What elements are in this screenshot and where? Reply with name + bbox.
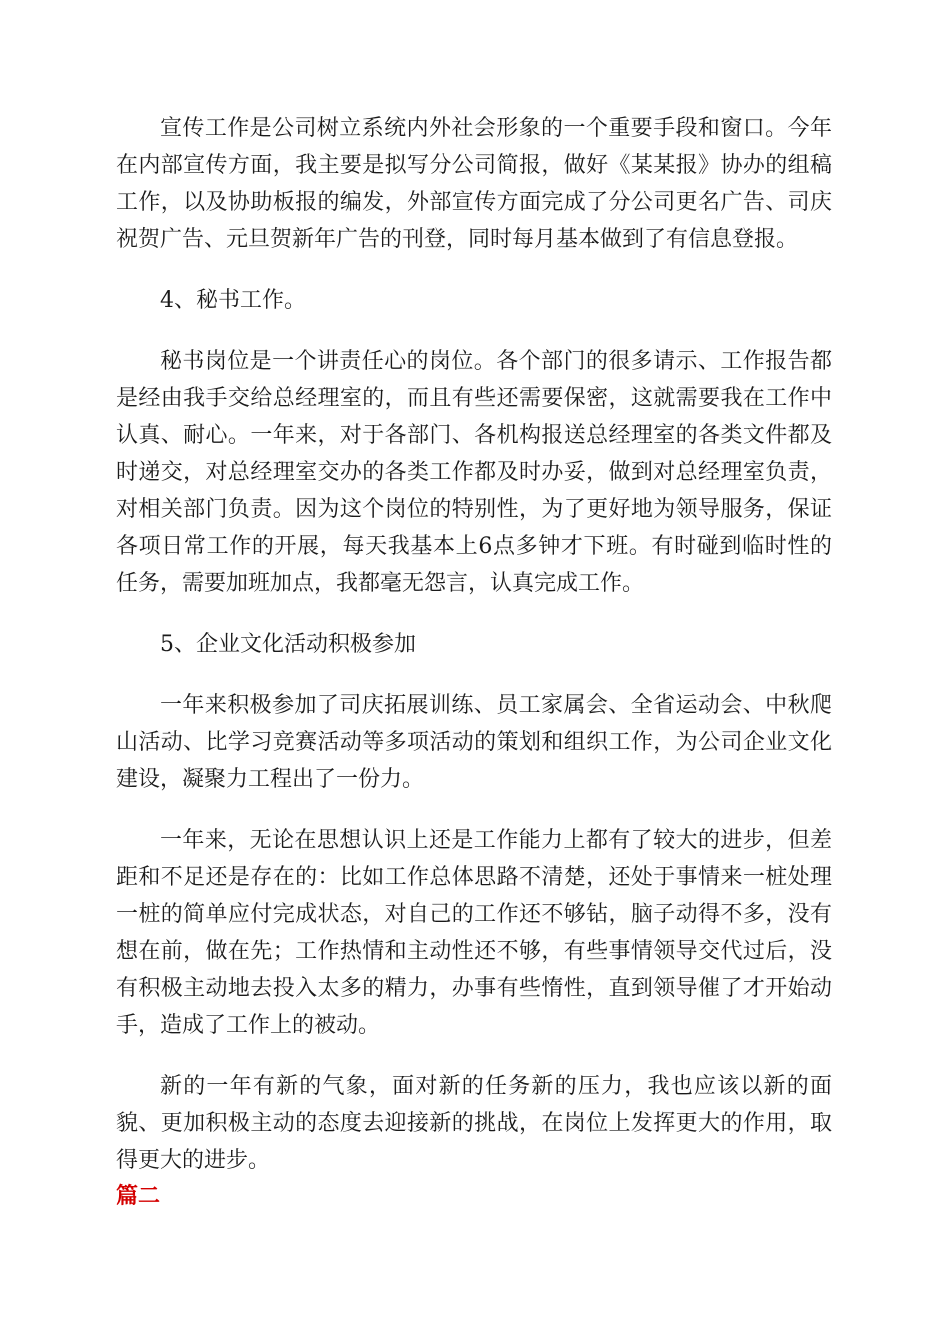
paragraph-secretary-work: 秘书岗位是一个讲责任心的岗位。各个部门的很多请示、工作报告都是经由我手交给总经理室的，而且有些还需要保密，这就需要我在工作中认真、耐心。一年来，对于各部门、各机构报送总经理室的各类文件都及时递交，对总经理室交办的各类工作都及时办妥，做到对总经理室负责，对相关部门负责。因为这个岗位的特别性，为了更好地为领导服务，保证各项日常工作的开展，每天我基本上6点多钟才下班。有时碰到临时性的任务，需要加班加点，我都毫无怨言，认真完成工作。 xyxy=(116,349,832,596)
heading-corporate-culture: 5、企业文化活动积极参加 xyxy=(160,632,416,657)
paragraph-corporate-culture: 一年来积极参加了司庆拓展训练、员工家属会、全省运动会、中秋爬山活动、比学习竞赛活动等多项活动的策划和组织工作，为公司企业文化建设，凝聚力工程出了一份力。 xyxy=(116,693,832,792)
paragraph-publicity-work: 宣传工作是公司树立系统内外社会形象的一个重要手段和窗口。今年在内部宣传方面，我主要是拟写分公司简报，做好《某某报》协办的组稿工作，以及协助板报的编发，外部宣传方面完成了分公司更名广告、司庆祝贺广告、元旦贺新年广告的刊登，同时每月基本做到了有信息登报。 xyxy=(116,116,832,252)
paragraph-shortcomings: 一年来，无论在思想认识上还是工作能力上都有了较大的进步，但差距和不足还是存在的：比如工作总体思路不清楚，还处于事情来一桩处理一桩的简单应付完成状态，对自己的工作还不够钻，脑子动得不多，没有想在前，做在先；工作热情和主动性还不够，有些事情领导交代过后，没有积极主动地去投入太多的精力，办事有些惰性，直到领导催了才开始动手，造成了工作上的被动。 xyxy=(116,828,832,1038)
paragraph-new-year-outlook: 新的一年有新的气象，面对新的任务新的压力，我也应该以新的面貌、更加积极主动的态度去迎接新的挑战，在岗位上发挥更大的作用，取得更大的进步。 xyxy=(116,1074,832,1173)
heading-secretary-work: 4、秘书工作。 xyxy=(160,288,306,313)
section-title: 篇二 xyxy=(116,1184,161,1209)
document-body xyxy=(116,110,832,1203)
